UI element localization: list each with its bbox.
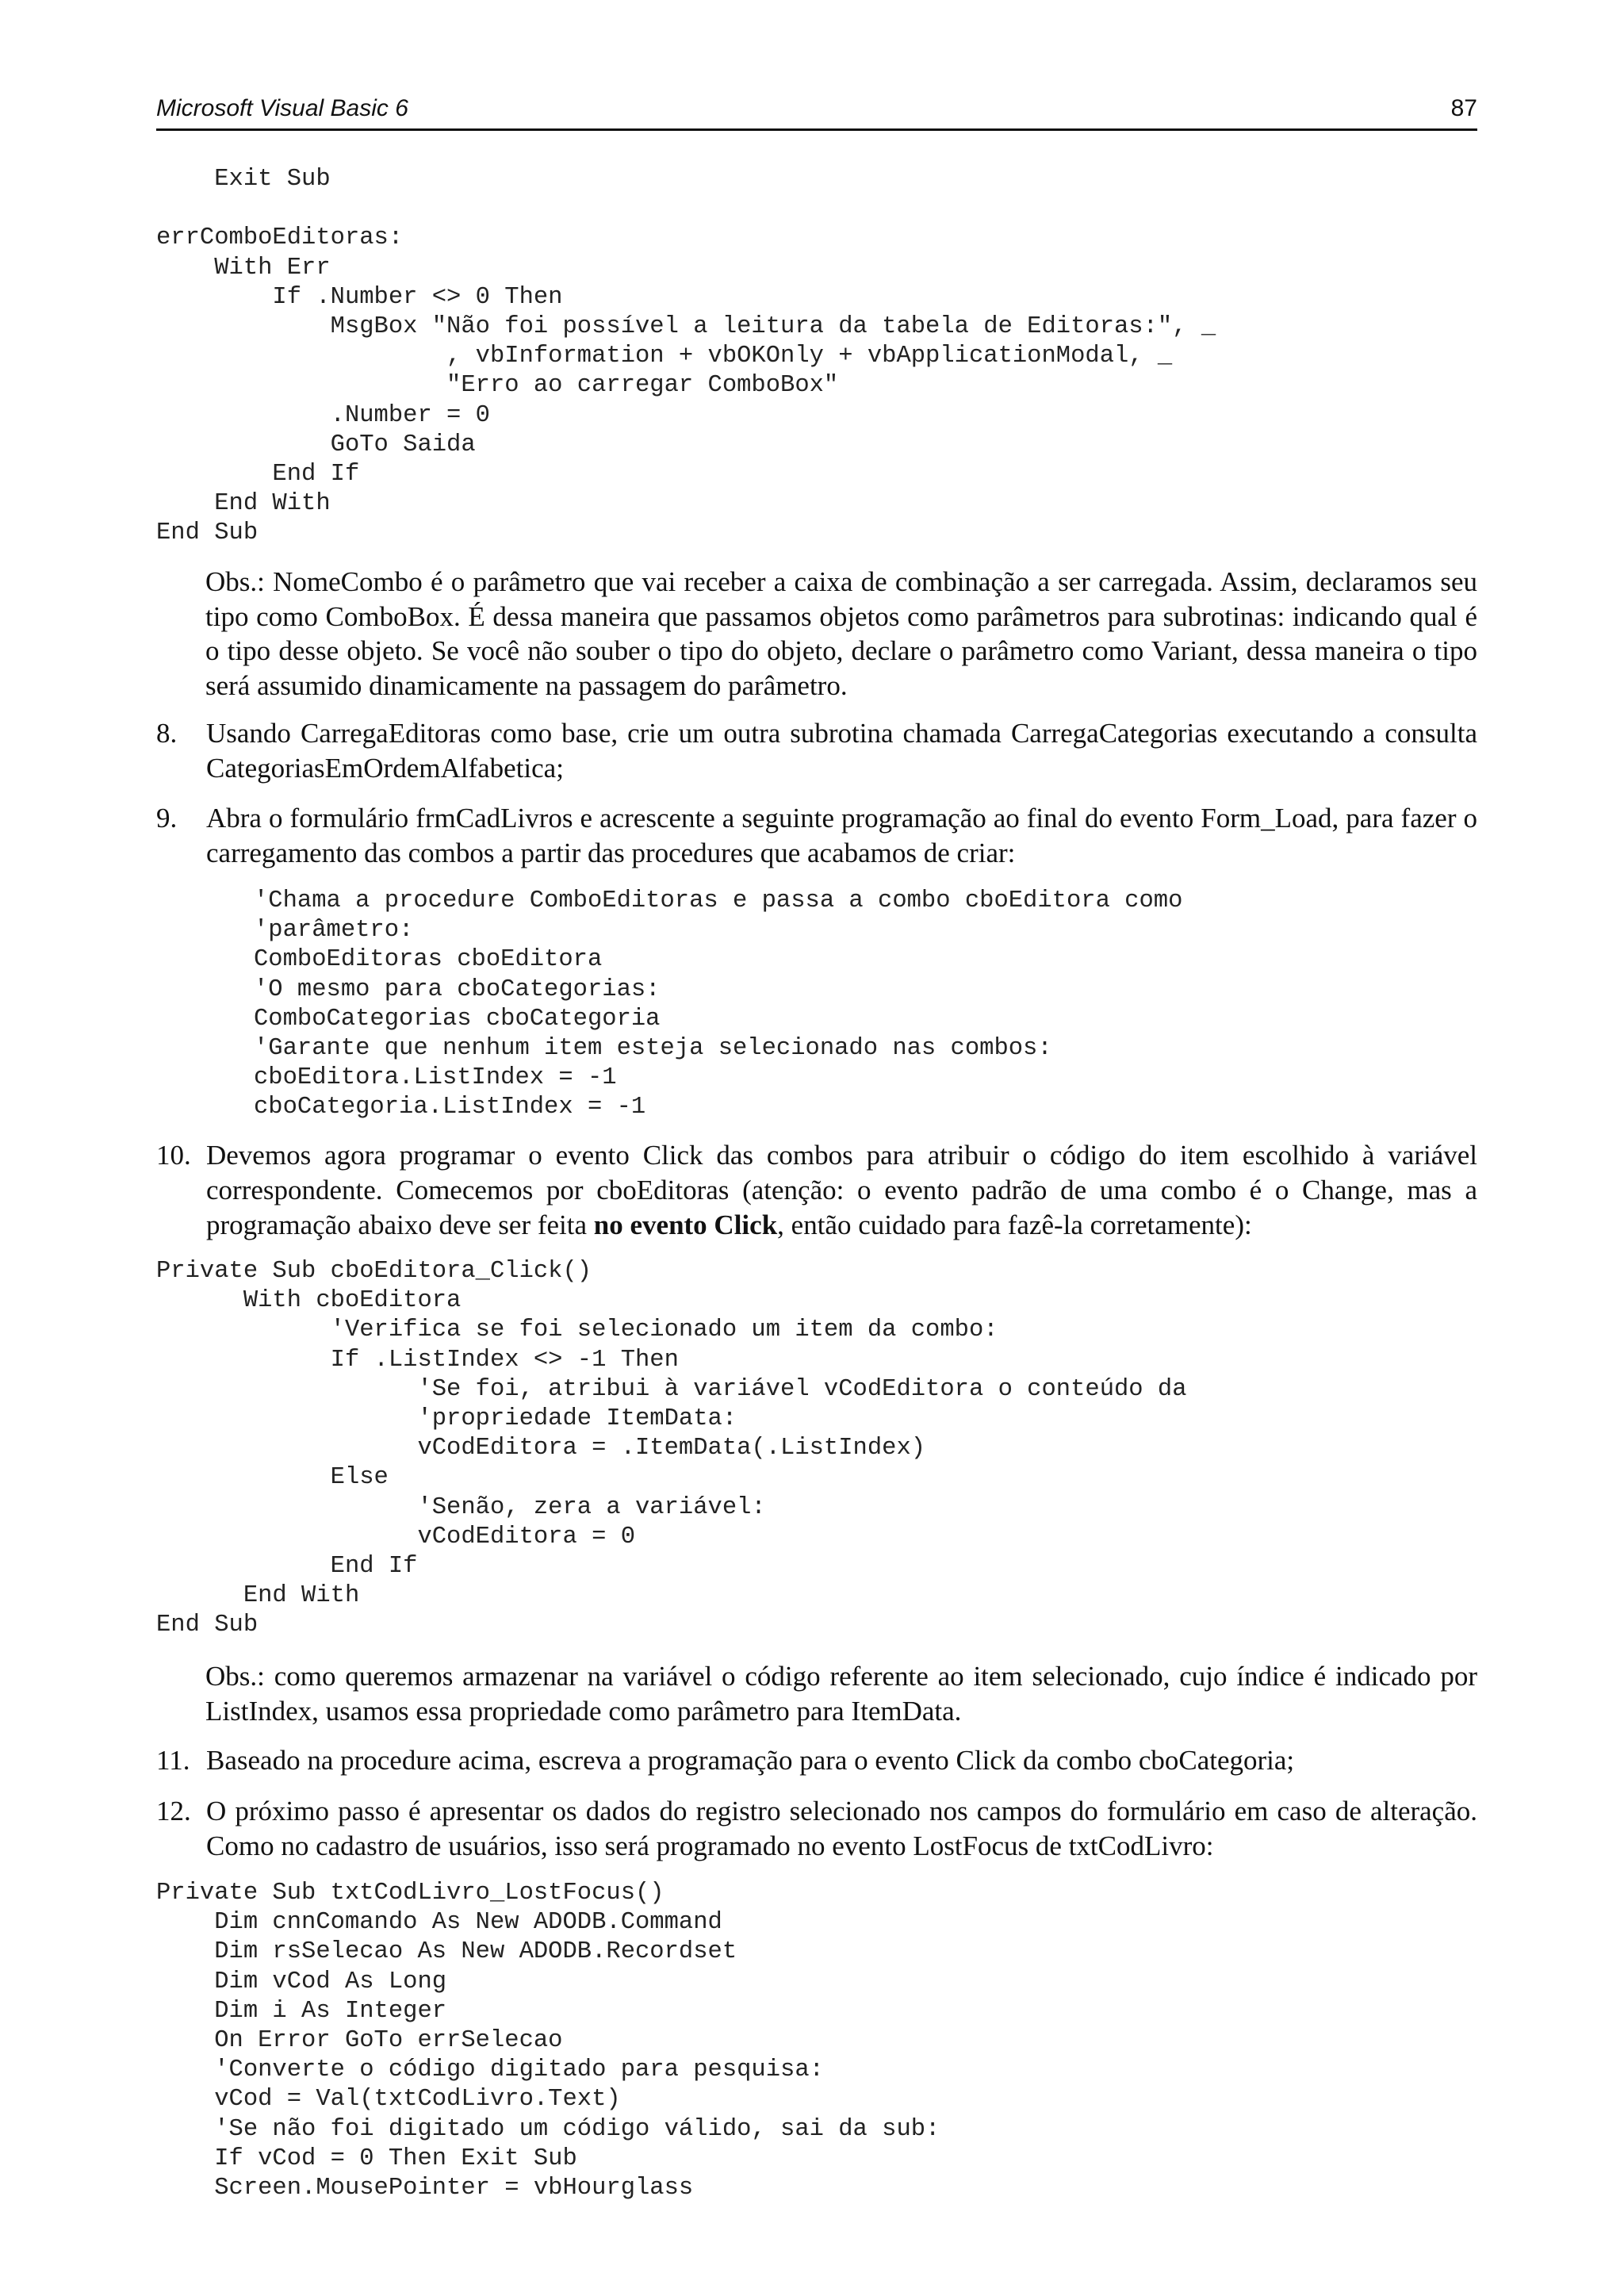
code-line: 'Senão, zera a variável: (156, 1493, 766, 1521)
code-line: 'propriedade ItemData: (156, 1405, 737, 1433)
code-line: If .ListIndex <> -1 Then (156, 1346, 679, 1374)
code-line: GoTo Saida (156, 431, 476, 458)
code-line: Private Sub cboEditora_Click() (156, 1258, 592, 1285)
code-line: End With (156, 490, 331, 518)
code-block-cboeditora-click (156, 1257, 1187, 1641)
code-line: With cboEditora (156, 1287, 462, 1315)
code-line: ComboEditoras cboEditora (254, 946, 603, 974)
code-line: ComboCategorias cboCategoria (254, 1005, 661, 1033)
code-line: Dim vCod As Long (156, 1968, 447, 1995)
list-item-number: 10. (156, 1140, 191, 1171)
code-line: cboEditora.ListIndex = -1 (254, 1064, 617, 1092)
list-item-text: Usando CarregaEditoras como base, crie um outra subrotina chamada CarregaCategorias executando a consulta CategoriasEmOrdemAlfabetica; (206, 718, 1477, 784)
list-item-text: O próximo passo é apresentar os dados do registro selecionado nos campos do formulário em caso de alteração. Como no cadastro de usuários, isso será programado no evento LostFocus de txtCodLivro: (206, 1796, 1477, 1861)
code-line: Exit Sub (156, 166, 331, 193)
list-item-number: 9. (156, 803, 178, 834)
code-line: 'Chama a procedure ComboEditoras e passa a combo cboEditora como (254, 887, 1183, 914)
code-line: 'O mesmo para cboCategorias: (254, 976, 661, 1003)
code-line: If .Number <> 0 Then (156, 283, 563, 311)
code-line: 'Garante que nenhum item esteja selecionado nas combos: (254, 1035, 1052, 1063)
code-line: If vCod = 0 Then Exit Sub (156, 2145, 577, 2172)
code-line: Else (156, 1464, 389, 1492)
obs-paragraph-nomecombo: Obs.: NomeCombo é o parâmetro que vai receber a caixa de combinação a ser carregada. Assim, declaramos seu tipo como ComboBox. É dessa maneira que passamos objetos como parâmetros para subrotinas: indicando qual é o tipo desse objeto. Se você não souber o tipo do objeto, declare o parâmetro como Variant, dessa maneira o tipo será assumido dinamicamente na passagem do parâmetro. (205, 566, 1477, 701)
code-line: 'Verifica se foi selecionado um item da combo: (156, 1317, 998, 1344)
code-block-txtcodlivro-lostfocus (156, 1879, 940, 2203)
code-line: 'Se foi, atribui à variável vCodEditora o conteúdo da (156, 1375, 1187, 1403)
code-line: Dim i As Integer (156, 1997, 447, 2025)
code-line: , vbInformation + vbOKOnly + vbApplicationModal, _ (156, 343, 1173, 370)
code-line: End If (156, 1553, 418, 1581)
code-line: Dim rsSelecao As New ADODB.Recordset (156, 1938, 737, 1966)
code-line: vCod = Val(txtCodLivro.Text) (156, 2086, 621, 2114)
code-line: 'parâmetro: (254, 917, 414, 945)
list-item-number: 8. (156, 718, 178, 749)
obs-paragraph-listindex: Obs.: como queremos armazenar na variável o código referente ao item selecionado, cujo índice é indicado por ListIndex, usamos essa propriedade como parâmetro para ItemData. (205, 1661, 1477, 1727)
page-header (156, 95, 1477, 131)
code-line: vCodEditora = .ItemData(.ListIndex) (156, 1435, 926, 1462)
list-item-text: Devemos agora programar o evento Click das combos para atribuir o código do item escolhido à variável correspondente. Comecemos por cboEditoras (atenção: o evento padrão de uma combo é o Change, mas a programação abaixo deve ser feita no evento Click, então cuidado para fazê-la corretamente): (206, 1140, 1477, 1240)
code-line: Private Sub txtCodLivro_LostFocus() (156, 1880, 665, 1907)
code-line: 'Se não foi digitado um código válido, sai da sub: (156, 2115, 940, 2143)
code-line: End If (156, 461, 360, 489)
list-item-number: 11. (156, 1745, 190, 1776)
code-block-form-load (254, 887, 1182, 1123)
code-line: Dim cnnComando As New ADODB.Command (156, 1909, 722, 1937)
code-line: End With (156, 1582, 360, 1610)
list-item-text: Baseado na procedure acima, escreva a programação para o evento Click da combo cboCategoria; (206, 1745, 1295, 1776)
emphasis-bold: no evento Click (593, 1209, 778, 1240)
list-item-number: 12. (156, 1796, 191, 1826)
code-line: vCodEditora = 0 (156, 1523, 635, 1550)
list-item-text: Abra o formulário frmCadLivros e acrescente a seguinte programação ao final do evento Form_Load, para fazer o carregamento das combos a partir das procedures que acabamos de criar: (206, 803, 1477, 868)
page-number: 87 (1450, 95, 1477, 121)
code-line: On Error GoTo errSelecao (156, 2027, 563, 2055)
code-line: Screen.MousePointer = vbHourglass (156, 2175, 694, 2202)
code-line: End Sub (156, 519, 259, 547)
code-line: 'Converte o código digitado para pesquisa: (156, 2056, 824, 2084)
code-line: errComboEditoras: (156, 224, 404, 252)
code-line: MsgBox "Não foi possível a leitura da tabela de Editoras:", _ (156, 313, 1216, 341)
code-line: "Erro ao carregar ComboBox" (156, 372, 839, 400)
code-line: End Sub (156, 1612, 259, 1639)
code-line: cboCategoria.ListIndex = -1 (254, 1094, 646, 1121)
code-block-error-handler (156, 165, 1216, 549)
code-line: .Number = 0 (156, 401, 490, 429)
header-title: Microsoft Visual Basic 6 (156, 95, 408, 121)
code-line: With Err (156, 254, 331, 282)
